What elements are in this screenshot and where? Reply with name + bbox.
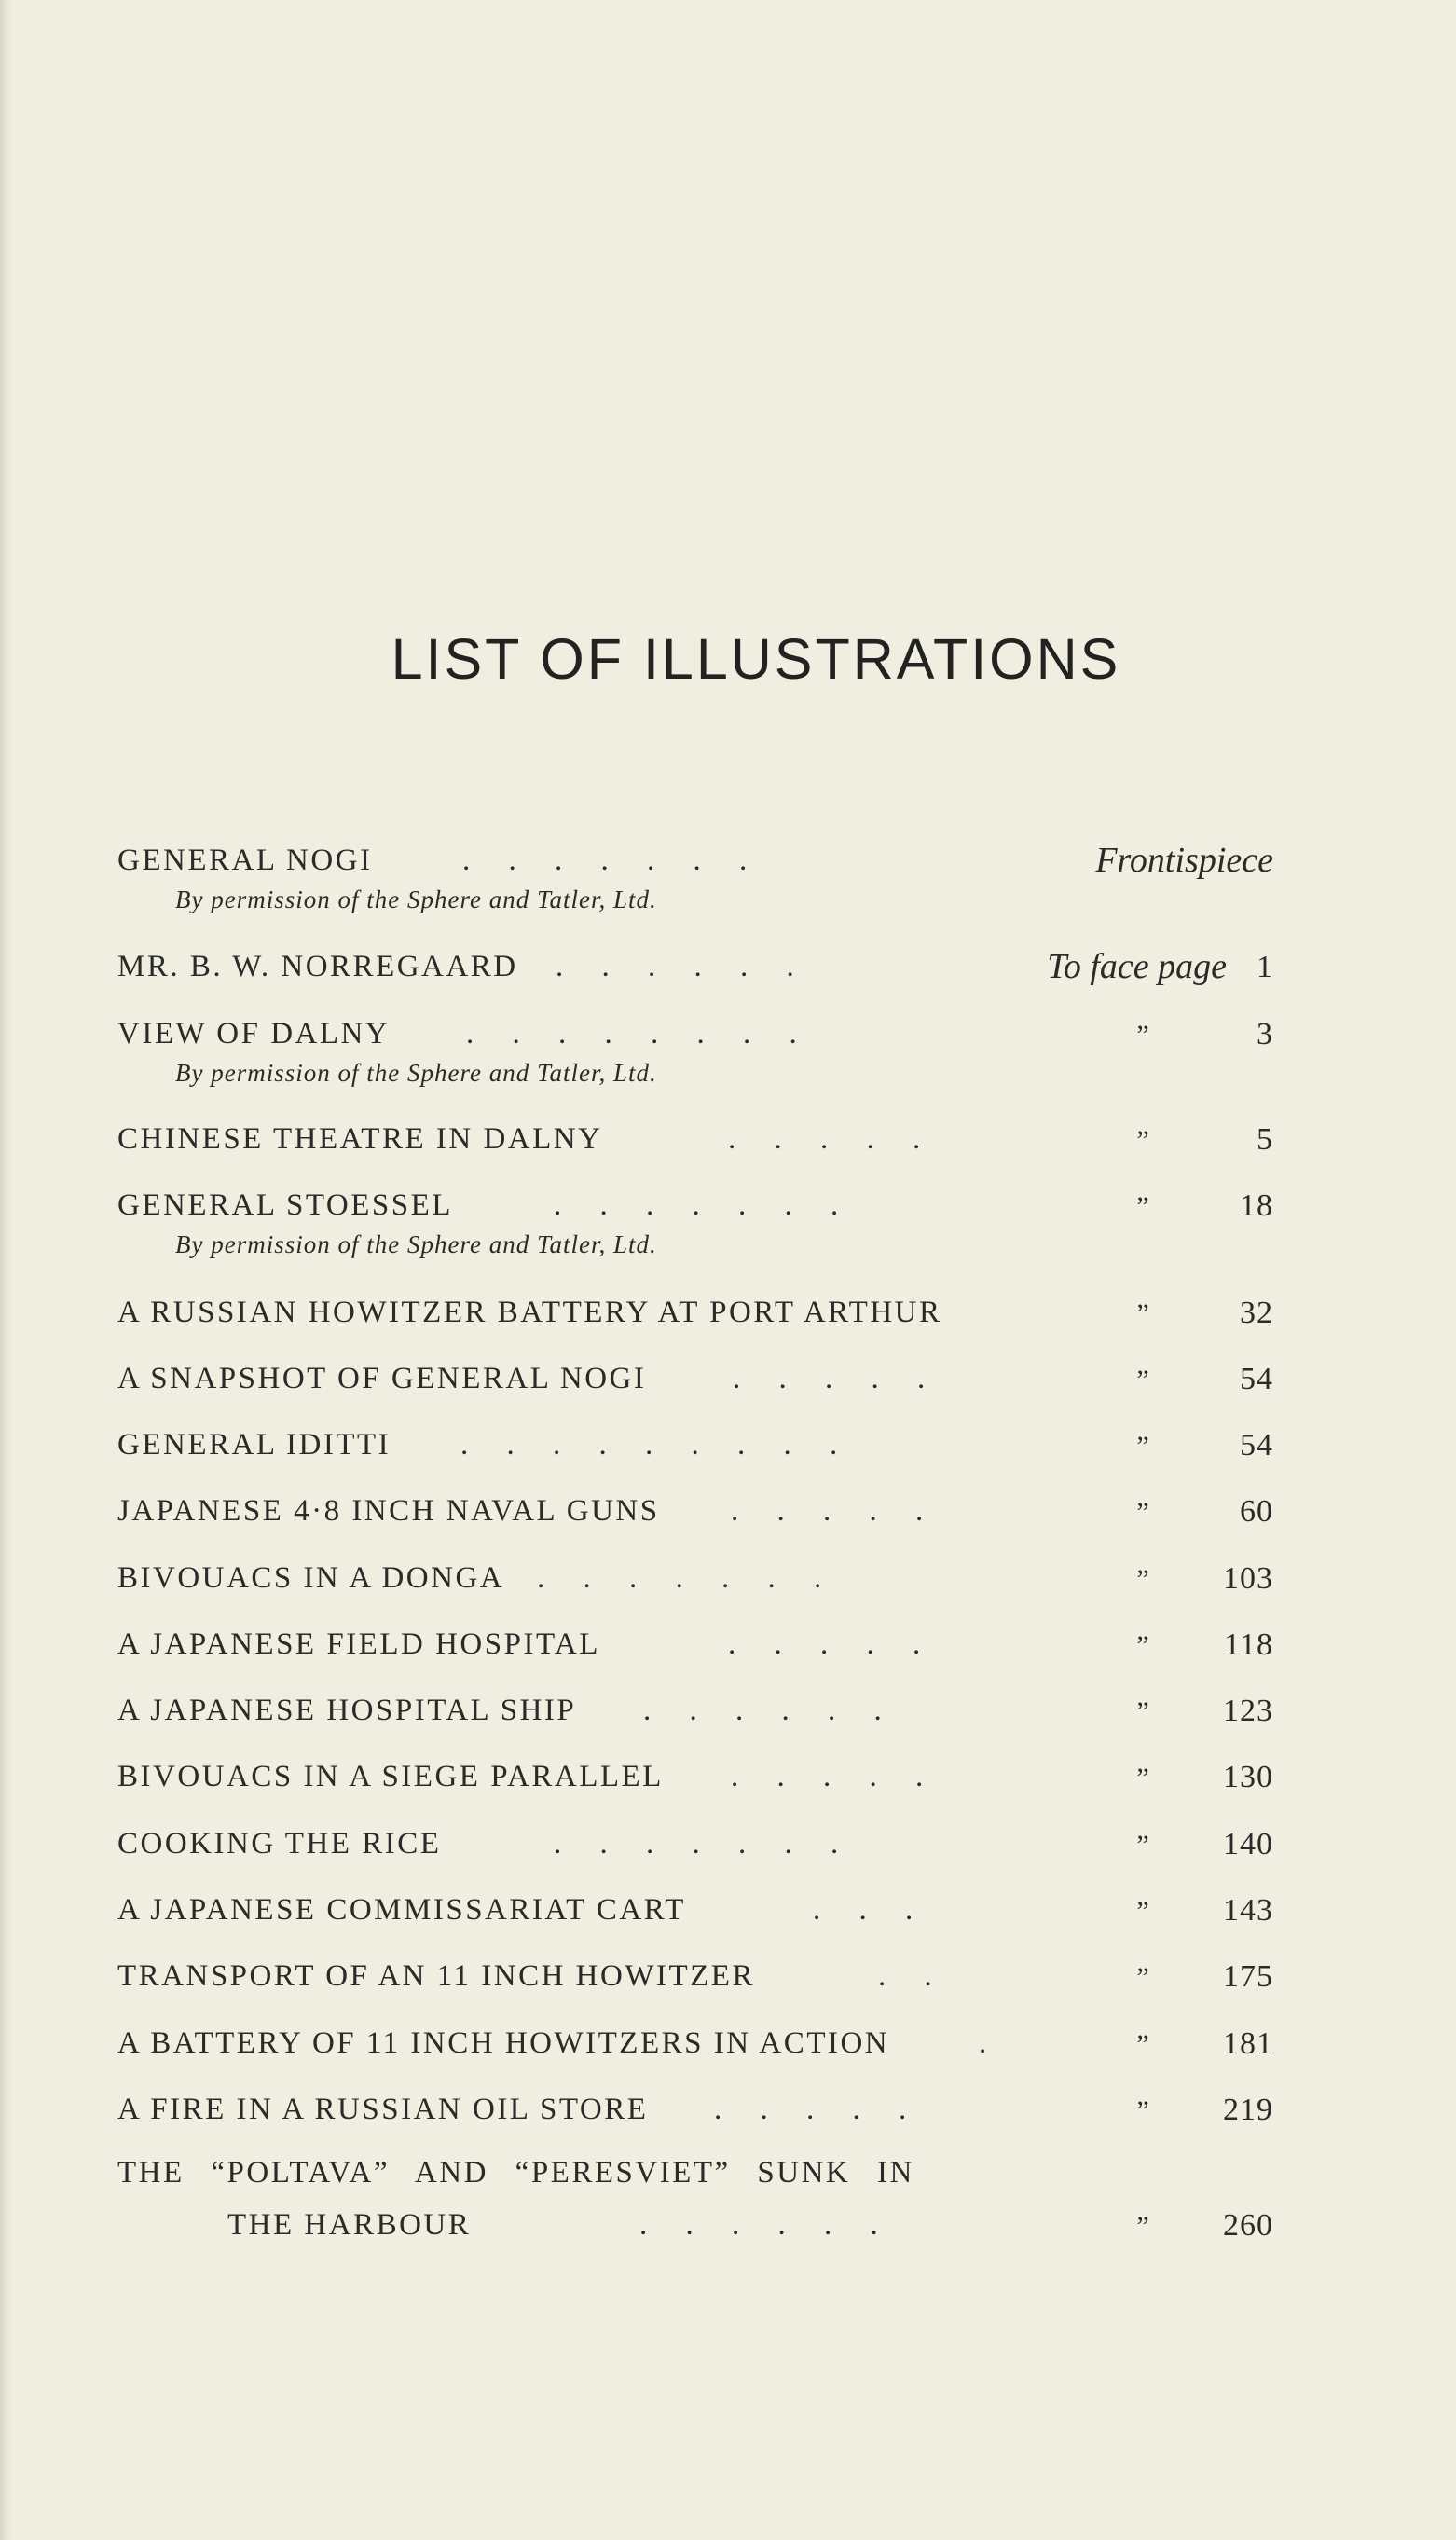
list-item xyxy=(117,1555,1273,1601)
leader-dots: . . . . . . . xyxy=(462,844,748,877)
list-item xyxy=(117,1621,1273,1668)
illustration-title: GENERAL NOGI xyxy=(117,844,373,877)
list-item xyxy=(117,1355,1273,1402)
ditto-mark: ” xyxy=(1136,1630,1149,1661)
page-spine-edge xyxy=(0,0,13,2540)
leader-dots: . . . . . . . . xyxy=(466,1017,797,1050)
leader-dots: . . . . . xyxy=(733,1362,926,1395)
leader-dots: . xyxy=(979,2026,987,2060)
ditto-mark: ” xyxy=(1136,1896,1149,1927)
page-number: 1 xyxy=(1257,950,1273,984)
leader-dots: . . . . . xyxy=(731,1494,924,1528)
illustration-title: GENERAL STOESSEL xyxy=(117,1188,453,1222)
ditto-mark: ” xyxy=(1136,1830,1149,1860)
leader-dots: . . xyxy=(878,1959,932,1993)
ditto-mark: ” xyxy=(1136,1564,1149,1595)
list-item xyxy=(117,943,1273,990)
page-number: 103 xyxy=(1223,1561,1273,1596)
leader-dots: . . . . . . xyxy=(556,950,794,983)
ditto-mark: ” xyxy=(1136,1962,1149,1993)
page-number: 32 xyxy=(1240,1296,1273,1330)
illustration-title: A JAPANESE FIELD HOSPITAL xyxy=(117,1627,600,1661)
illustration-title: THE “POLTAVA” AND “PERESVIET” SUNK IN xyxy=(117,2156,914,2190)
list-item xyxy=(117,2020,1273,2066)
page-number: 3 xyxy=(1257,1017,1273,1051)
ditto-mark: ” xyxy=(1136,1191,1149,1222)
ditto-mark: ” xyxy=(1136,1696,1149,1727)
to-face-page-label: To face page xyxy=(1047,947,1227,986)
illustration-title: VIEW OF DALNY xyxy=(117,1017,391,1050)
leader-dots: . . . . . . . xyxy=(537,1561,822,1595)
illustration-title: BIVOUACS IN A DONGA xyxy=(117,1561,505,1595)
ditto-mark: ” xyxy=(1136,1125,1149,1156)
list-item xyxy=(117,1953,1273,1999)
ditto-mark: ” xyxy=(1136,1365,1149,1395)
page-number: 54 xyxy=(1240,1428,1273,1462)
leader-dots: . . . . . . . xyxy=(554,1188,839,1222)
list-item xyxy=(117,837,1273,913)
ditto-mark: ” xyxy=(1136,2095,1149,2126)
leader-dots: . . . . . xyxy=(714,2093,907,2126)
leader-dots: . . . . . xyxy=(731,1760,924,1793)
list-item xyxy=(117,1116,1273,1162)
illustration-title: BIVOUACS IN A SIEGE PARALLEL xyxy=(117,1760,664,1793)
page-number: 140 xyxy=(1223,1827,1273,1861)
page-number: 181 xyxy=(1223,2026,1273,2061)
permission-credit: By permission of the Sphere and Tatler, Ltd. xyxy=(175,886,657,913)
ditto-mark: ” xyxy=(1136,1763,1149,1793)
illustration-title: COOKING THE RICE xyxy=(117,1827,442,1860)
leader-dots: . . . xyxy=(813,1893,913,1927)
list-item xyxy=(117,1421,1273,1468)
page-title: LIST OF ILLUSTRATIONS xyxy=(391,627,1121,691)
ditto-mark: ” xyxy=(1136,1020,1149,1050)
page-number: 60 xyxy=(1240,1494,1273,1529)
ditto-mark: ” xyxy=(1136,1298,1149,1329)
list-item xyxy=(117,1289,1273,1336)
illustration-title: A JAPANESE COMMISSARIAT CART xyxy=(117,1893,686,1927)
illustration-title: A FIRE IN A RUSSIAN OIL STORE xyxy=(117,2093,649,2126)
ditto-mark: ” xyxy=(1136,1497,1149,1528)
illustration-title: A BATTERY OF 11 INCH HOWITZERS IN ACTION xyxy=(117,2026,890,2060)
illustration-title: A SNAPSHOT OF GENERAL NOGI xyxy=(117,1362,647,1395)
illustration-title: MR. B. W. NORREGAARD xyxy=(117,950,518,983)
list-item xyxy=(117,1182,1273,1258)
page-number: 175 xyxy=(1223,1959,1273,1994)
page-number: 219 xyxy=(1223,2093,1273,2127)
illustration-title: GENERAL IDITTI xyxy=(117,1428,391,1462)
page-number: 260 xyxy=(1223,2208,1273,2243)
list-item xyxy=(117,1010,1273,1087)
page-number: 18 xyxy=(1240,1188,1273,1223)
page-number: 130 xyxy=(1223,1760,1273,1794)
list-item xyxy=(117,2086,1273,2133)
illustration-title: JAPANESE 4·8 INCH NAVAL GUNS xyxy=(117,1494,660,1528)
page-number: 5 xyxy=(1257,1122,1273,1157)
leader-dots: . . . . . . xyxy=(639,2208,878,2242)
page-number: 123 xyxy=(1223,1694,1273,1728)
list-item xyxy=(117,1887,1273,1933)
permission-credit: By permission of the Sphere and Tatler, Ltd. xyxy=(175,1059,657,1087)
illustration-title: A JAPANESE HOSPITAL SHIP xyxy=(117,1694,577,1727)
leader-dots: . . . . . . . xyxy=(554,1827,839,1860)
illustration-title: CHINESE THEATRE IN DALNY xyxy=(117,1122,603,1156)
list-item xyxy=(117,1687,1273,1734)
ditto-mark: ” xyxy=(1136,2029,1149,2060)
list-item xyxy=(117,1488,1273,1534)
leader-dots: . . . . . xyxy=(728,1627,921,1661)
list-item xyxy=(117,1753,1273,1800)
leader-dots: . . . . . xyxy=(728,1122,921,1156)
list-item xyxy=(117,2149,1273,2248)
page-number: 143 xyxy=(1223,1893,1273,1928)
frontispiece-label: Frontispiece xyxy=(1095,841,1273,880)
illustration-title: A RUSSIAN HOWITZER BATTERY AT PORT ARTHUR xyxy=(117,1296,942,1329)
page-number: 118 xyxy=(1224,1627,1273,1662)
ditto-mark: ” xyxy=(1136,2211,1149,2242)
leader-dots: . . . . . . . . . xyxy=(460,1428,838,1462)
permission-credit: By permission of the Sphere and Tatler, Ltd. xyxy=(175,1230,657,1258)
leader-dots: . . . . . . xyxy=(643,1694,882,1727)
illustration-title: TRANSPORT OF AN 11 INCH HOWITZER xyxy=(117,1959,755,1993)
page-number: 54 xyxy=(1240,1362,1273,1396)
illustration-title-continued: THE HARBOUR xyxy=(227,2208,472,2242)
list-item xyxy=(117,1820,1273,1867)
ditto-mark: ” xyxy=(1136,1431,1149,1462)
